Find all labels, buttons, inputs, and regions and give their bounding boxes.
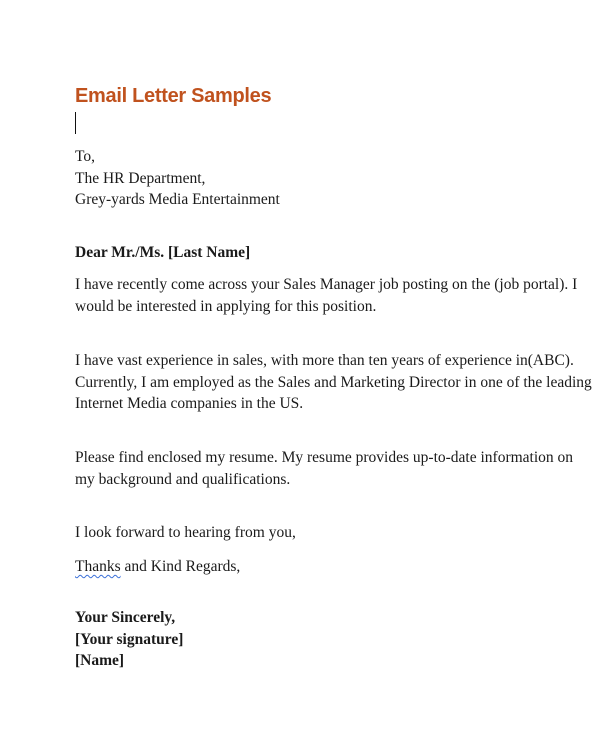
paragraph-1 (75, 274, 577, 317)
recipient-company: Grey-yards Media Entertainment (75, 191, 280, 208)
regards-text: and Kind Regards, (120, 558, 241, 575)
signoff-sincerely: Your Sincerely, (75, 609, 176, 626)
spellcheck-word[interactable]: Thanks (75, 558, 121, 575)
greeting: Dear Mr./Ms. [Last Name] (75, 244, 251, 261)
paragraph-line: Please find enclosed my resume. My resume provides up-to-date information on (75, 449, 574, 466)
recipient-to: To, (75, 148, 96, 165)
text-cursor (75, 112, 76, 134)
paragraph-3 (75, 447, 573, 490)
paragraph-2 (75, 350, 592, 415)
paragraph-line: I have vast experience in sales, with more than ten years of experience in(ABC). (75, 352, 574, 369)
signoff (75, 607, 183, 672)
signoff-signature: [Your signature] (75, 630, 184, 648)
paragraph-line: Internet Media companies in the US. (75, 395, 304, 412)
paragraph-line: my background and qualifications. (75, 470, 291, 488)
recipient-department: The HR Department, (75, 169, 206, 187)
paragraph-line: Currently, I am employed as the Sales and Marketing Director in one of the leading (75, 373, 592, 391)
paragraph-line: I have recently come across your Sales Manager job posting on the (job portal). I (75, 276, 578, 293)
signoff-name: [Name] (75, 652, 125, 669)
closing-line: I look forward to hearing from you, (75, 524, 296, 541)
regards-line (75, 556, 240, 578)
paragraph-line: would be interested in applying for this position. (75, 297, 377, 315)
document-title: Email Letter Samples (75, 85, 272, 107)
recipient-address (75, 146, 280, 211)
